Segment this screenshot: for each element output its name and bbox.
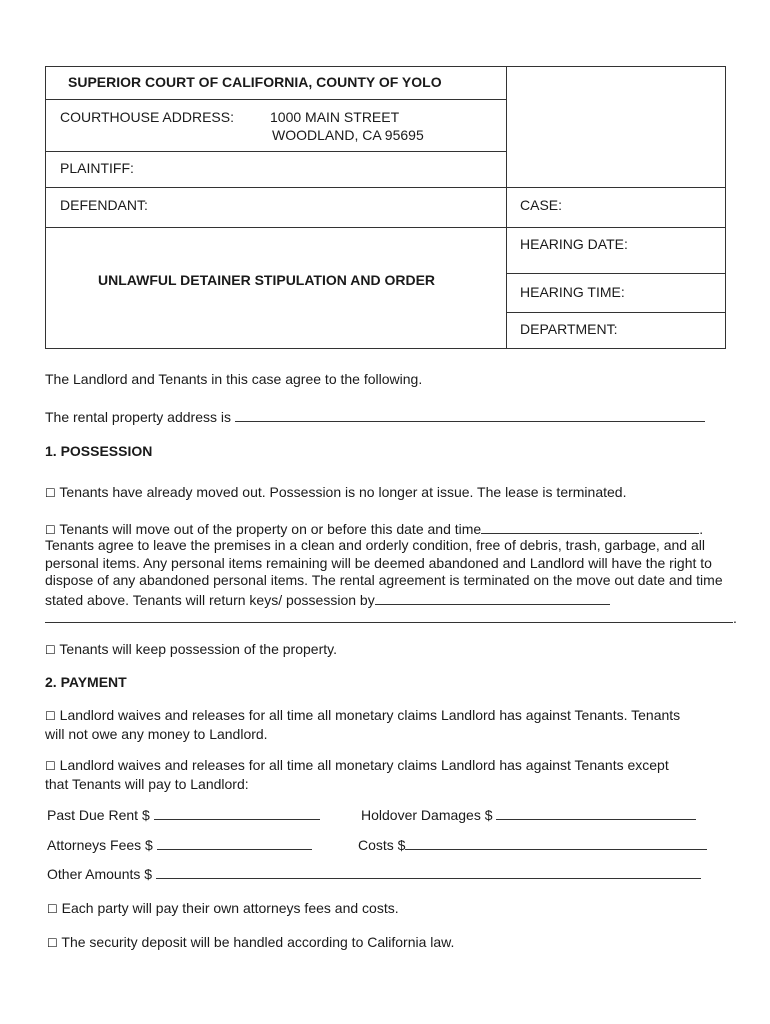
keys-return-field-line2[interactable] — [45, 608, 733, 623]
case-label: CASE: — [520, 197, 563, 213]
option-waive-except[interactable] — [45, 757, 685, 793]
costs-row[interactable] — [358, 835, 707, 853]
form-title: UNLAWFUL DETAINER STIPULATION AND ORDER — [98, 272, 436, 288]
defendant-label: DEFENDANT: — [60, 197, 148, 213]
other-amounts-field[interactable] — [156, 864, 701, 879]
property-address-field[interactable] — [235, 407, 705, 422]
costs-label: Costs $ — [358, 837, 406, 853]
row-divider — [45, 227, 725, 228]
other-amounts-label: Other Amounts $ — [47, 866, 153, 882]
checkbox-icon[interactable]: ☐ — [47, 936, 58, 950]
property-address-label: The rental property address is — [45, 409, 231, 425]
holdover-damages-field[interactable] — [496, 805, 696, 820]
option-security-deposit[interactable] — [47, 934, 454, 950]
row-divider — [45, 187, 725, 188]
holdover-damages-row[interactable] — [361, 805, 696, 823]
row-divider — [45, 151, 506, 152]
option-own-fees[interactable] — [47, 900, 399, 916]
checkbox-icon[interactable]: ☐ — [45, 759, 56, 773]
option-keep-possession[interactable] — [45, 641, 337, 657]
possession-heading: 1. POSSESSION — [45, 443, 153, 459]
checkbox-icon[interactable]: ☐ — [45, 709, 56, 723]
move-out-terms — [45, 537, 745, 609]
past-due-rent-row[interactable] — [47, 805, 320, 823]
other-amounts-row[interactable] — [47, 864, 701, 882]
row-divider — [45, 99, 506, 100]
costs-field[interactable] — [405, 835, 707, 850]
agreement-statement: The Landlord and Tenants in this case agree to the following. — [45, 371, 423, 387]
courthouse-address-line2: WOODLAND, CA 95695 — [272, 127, 424, 143]
past-due-rent-field[interactable] — [154, 805, 320, 820]
option-waive-all[interactable] — [45, 707, 695, 743]
hearing-date-label: HEARING DATE: — [520, 236, 628, 252]
keys-return-field-continued[interactable]: . — [45, 608, 737, 626]
department-label: DEPARTMENT: — [520, 321, 618, 337]
attorneys-fees-row[interactable] — [47, 835, 312, 853]
option-moved-out-label: Tenants have already moved out. Possession is no longer at issue. The lease is terminated. — [59, 484, 627, 500]
payment-heading: 2. PAYMENT — [45, 674, 127, 690]
past-due-rent-label: Past Due Rent $ — [47, 807, 150, 823]
option-move-out-date-label: Tenants will move out of the property on or before this date and time — [59, 521, 482, 537]
option-security-deposit-label: The security deposit will be handled according to California law. — [61, 934, 455, 950]
checkbox-icon[interactable]: ☐ — [45, 486, 56, 500]
move-out-terms-text: Tenants agree to leave the premises in a clean and orderly condition, free of debris, trash, garbage, and all personal items. Any personal items remaining will be deemed abandoned and Landlord will have the right to dispose of any abandoned personal items. The rental agreement is terminated on the move out date and time stated above. Tenants will return keys/ possession by — [45, 537, 723, 608]
option-waive-except-label: Landlord waives and releases for all time all monetary claims Landlord has against Tenants except that Tenants will pay to Landlord: — [45, 757, 669, 792]
courthouse-address-line1: 1000 MAIN STREET — [270, 109, 400, 125]
property-address-row — [45, 407, 705, 425]
move-out-datetime-field[interactable] — [481, 519, 699, 534]
option-keep-possession-label: Tenants will keep possession of the property. — [59, 641, 337, 657]
plaintiff-label: PLAINTIFF: — [60, 160, 134, 176]
option-waive-all-label: Landlord waives and releases for all time all monetary claims Landlord has against Tenants. Tenants will not owe any money to Landlord. — [45, 707, 681, 742]
option-own-fees-label: Each party will pay their own attorneys fees and costs. — [61, 900, 399, 916]
checkbox-icon[interactable]: ☐ — [45, 643, 56, 657]
attorneys-fees-field[interactable] — [157, 835, 312, 850]
keys-return-field[interactable] — [375, 590, 610, 605]
holdover-damages-label: Holdover Damages $ — [361, 807, 493, 823]
hearing-time-label: HEARING TIME: — [520, 284, 625, 300]
row-divider — [506, 273, 725, 274]
column-divider — [506, 66, 507, 348]
option-moved-out[interactable] — [45, 484, 626, 500]
option-move-out-date[interactable]: ☐ Tenants will move out of the property on or before this date and time . — [45, 521, 704, 537]
attorneys-fees-label: Attorneys Fees $ — [47, 837, 153, 853]
courthouse-address-label: COURTHOUSE ADDRESS: — [60, 109, 234, 125]
row-divider — [506, 312, 725, 313]
court-name: SUPERIOR COURT OF CALIFORNIA, COUNTY OF YOLO — [68, 74, 442, 90]
checkbox-icon[interactable]: ☐ — [45, 523, 56, 537]
checkbox-icon[interactable]: ☐ — [47, 902, 58, 916]
